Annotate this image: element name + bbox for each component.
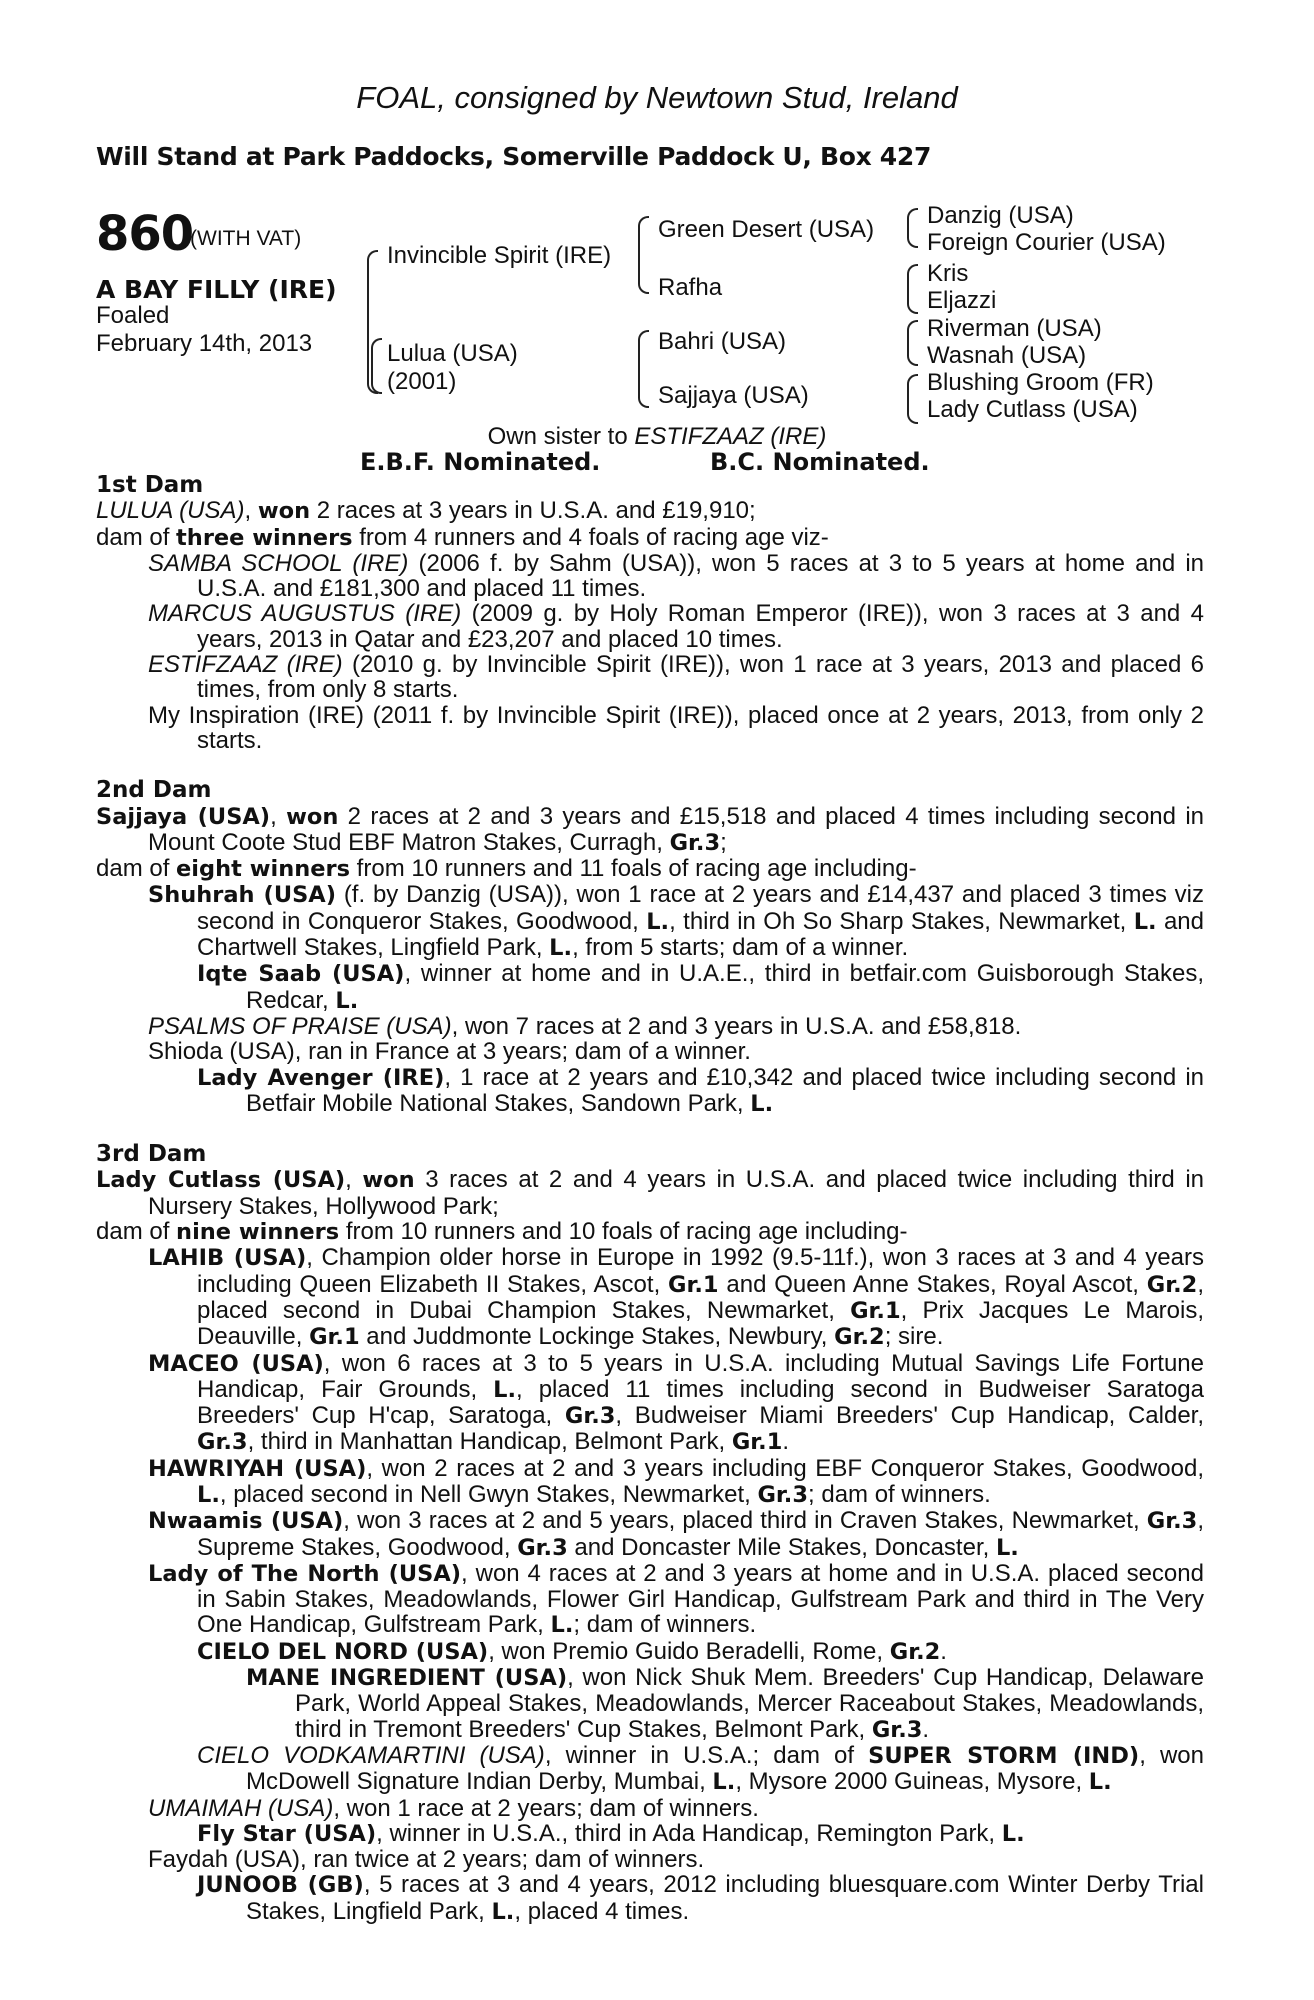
- sire: Invincible Spirit (IRE): [387, 242, 612, 269]
- pedigree-brace: [638, 216, 649, 294]
- list-item: My Inspiration (IRE) (2011 f. by Invincible Spirit (IRE)), placed once at 2 years, 2013, from only 2 starts.: [148, 701, 1204, 754]
- list-item: Shioda (USA), ran in France at 3 years; dam of a winner.: [148, 1038, 751, 1066]
- list-item: SAMBA SCHOOL (IRE) (2006 f. by Sahm (USA)), won 5 races at 3 to 5 years at home and in U.S.A. and £181,300 and placed 11 times.: [148, 549, 1204, 603]
- stand-location: Will Stand at Park Paddocks, Somerville Paddock U, Box 427: [96, 142, 932, 171]
- own-sister-note: Own sister to ESTIFZAAZ (IRE): [487, 423, 827, 450]
- pedigree-brace: [638, 330, 649, 408]
- dam-record: LULUA (USA), won 2 races at 3 years in U.S.A. and £19,910;: [96, 497, 756, 525]
- sire-dam: Rafha: [658, 274, 723, 301]
- list-item: MARCUS AUGUSTUS (IRE) (2009 g. by Holy Roman Emperor (IRE)), won 3 races at 3 and 4 years, 2013 in Qatar and £23,207 and placed 10 times.: [148, 600, 1204, 653]
- vat-label: (WITH VAT): [190, 227, 302, 250]
- third-dam-heading: 3rd Dam: [96, 1141, 207, 1168]
- foaled-label: Foaled: [96, 302, 170, 329]
- list-item: HAWRIYAH (USA), won 2 races at 2 and 3 years including EBF Conqueror Stakes, Goodwood, L., placed second in Nell Gwyn Stakes, Newmarket, Gr.3; dam of winners.: [148, 1454, 1204, 1508]
- pedigree-brace: [907, 208, 918, 248]
- page-title: FOAL, consigned by Newtown Stud, Ireland: [356, 80, 958, 115]
- grandsire-6: Wasnah (USA): [927, 342, 1087, 369]
- list-item: Lady of The North (USA), won 4 races at 2 and 3 years at home and in U.S.A. placed second in Sabin Stakes, Meadowlands, Flower Girl Handicap, Gulfstream Park and third in The Very One Handicap, Gulfstream Park, L.; dam of winners.: [148, 1559, 1204, 1639]
- list-item: Shuhrah (USA) (f. by Danzig (USA)), won 1 race at 2 years and £14,437 and placed 3 times viz second in Conqueror Stakes, Goodwood, L., third in Oh So Sharp Stakes, Newmarket, L. and Chartwell Stakes, Lingfield Park, L., from 5 starts; dam of a winner.: [148, 881, 1205, 962]
- dam-produce: dam of eight winners from 10 runners and 11 foals of racing age including-: [96, 855, 917, 883]
- list-item: UMAIMAH (USA), won 1 race at 2 years; dam of winners.: [148, 1794, 759, 1822]
- grandsire-7: Blushing Groom (FR): [927, 369, 1154, 396]
- dam-year: (2001): [387, 368, 457, 395]
- grandsire-5: Riverman (USA): [927, 315, 1102, 342]
- foaled-date: February 14th, 2013: [96, 330, 313, 357]
- list-item: PSALMS OF PRAISE (USA), won 7 races at 2 and 3 years in U.S.A. and £58,818.: [148, 1012, 1022, 1040]
- list-item: CIELO VODKAMARTINI (USA), winner in U.S.A.; dam of SUPER STORM (IND), won McDowell Signature Indian Derby, Mumbai, L., Mysore 2000 Guineas, Mysore, L.: [197, 1741, 1204, 1796]
- lot-number: 860: [96, 206, 194, 262]
- list-item: Lady Avenger (IRE), 1 race at 2 years and £10,342 and placed twice including second in Betfair Mobile National Stakes, Sandown Park, L.: [197, 1063, 1204, 1117]
- dam-sire: Bahri (USA): [658, 328, 787, 355]
- produce-record: [96, 473, 1204, 1925]
- list-item: Faydah (USA), ran twice at 2 years; dam of winners.: [148, 1846, 705, 1874]
- first-dam-heading: 1st Dam: [96, 472, 204, 498]
- sire-sire: Green Desert (USA): [658, 216, 875, 243]
- pedigree-brace: [907, 264, 918, 314]
- dam-dam: Sajjaya (USA): [658, 382, 809, 409]
- second-dam-heading: 2nd Dam: [96, 777, 212, 804]
- pedigree-brace: [371, 338, 382, 394]
- grandsire-8: Lady Cutlass (USA): [927, 396, 1138, 423]
- list-item: ESTIFZAAZ (IRE) (2010 g. by Invincible Spirit (IRE)), won 1 race at 3 years, 2013 and placed 6 times, from only 8 starts.: [148, 651, 1204, 704]
- list-item: Fly Star (USA), winner in U.S.A., third in Ada Handicap, Remington Park, L.: [197, 1819, 1025, 1847]
- list-item: LAHIB (USA), Champion older horse in Europe in 1992 (9.5-11f.), won 3 races at 3 and 4 years including Queen Elizabeth II Stakes, Ascot, Gr.1 and Queen Anne Stakes, Royal Ascot, Gr.2, placed second in Dubai Champion Stakes, Newmarket, Gr.1, Prix Jacques Le Marois, Deauville, Gr.1 and Juddmonte Lockinge Stakes, Newbury, Gr.2; sire.: [148, 1244, 1205, 1351]
- dam-record: Sajjaya (USA), won 2 races at 2 and 3 years and £15,518 and placed 4 times including second in Mount Coote Stud EBF Matron Stakes, Curragh, Gr.3;: [96, 802, 1204, 856]
- bc-nominated: B.C. Nominated.: [710, 448, 930, 476]
- grandsire-3: Kris: [927, 260, 969, 287]
- horse-name: A BAY FILLY (IRE): [96, 275, 337, 304]
- ebf-nominated: E.B.F. Nominated.: [360, 448, 601, 476]
- pedigree-brace: [907, 374, 918, 424]
- dam: Lulua (USA): [387, 340, 518, 367]
- grandsire-4: Eljazzi: [927, 287, 997, 314]
- list-item: Iqte Saab (USA), winner at home and in U.A.E., third in betfair.com Guisborough Stakes, Redcar, L.: [197, 960, 1204, 1014]
- list-item: MACEO (USA), won 6 races at 3 to 5 years in U.S.A. including Mutual Savings Life Fortune Handicap, Fair Grounds, L., placed 11 times including second in Budweiser Saratoga Breeders' Cup H'cap, Saratoga, Gr.3, Budweiser Miami Breeders' Cup Handicap, Calder, Gr.3, third in Manhattan Handicap, Belmont Park, Gr.1.: [148, 1349, 1205, 1456]
- pedigree-brace: [907, 320, 918, 366]
- list-item: JUNOOB (GB), 5 races at 3 and 4 years, 2012 including bluesquare.com Winter Derby Trial Stakes, Lingfield Park, L., placed 4 times.: [197, 1871, 1204, 1925]
- list-item: CIELO DEL NORD (USA), won Premio Guido Beradelli, Rome, Gr.2.: [197, 1637, 947, 1665]
- grandsire-2: Foreign Courier (USA): [927, 229, 1166, 256]
- list-item: MANE INGREDIENT (USA), won Nick Shuk Mem. Breeders' Cup Handicap, Delaware Park, World Appeal Stakes, Meadowlands, Mercer Raceabout Stakes, Meadowlands, third in Tremont Breeders' Cup Stakes, Belmont Park, Gr.3.: [246, 1664, 1204, 1743]
- dam-record: Lady Cutlass (USA), won 3 races at 2 and 4 years in U.S.A. and placed twice including third in Nursery Stakes, Hollywood Park;: [96, 1166, 1204, 1220]
- list-item: Nwaamis (USA), won 3 races at 2 and 5 years, placed third in Craven Stakes, Newmarket, Gr.3, Supreme Stakes, Goodwood, Gr.3 and Doncaster Mile Stakes, Doncaster, L.: [148, 1507, 1204, 1561]
- dam-produce: dam of nine winners from 10 runners and 10 foals of racing age including-: [96, 1218, 908, 1246]
- dam-produce: dam of three winners from 4 runners and 4 foals of racing age viz-: [96, 523, 829, 551]
- grandsire-1: Danzig (USA): [927, 202, 1074, 229]
